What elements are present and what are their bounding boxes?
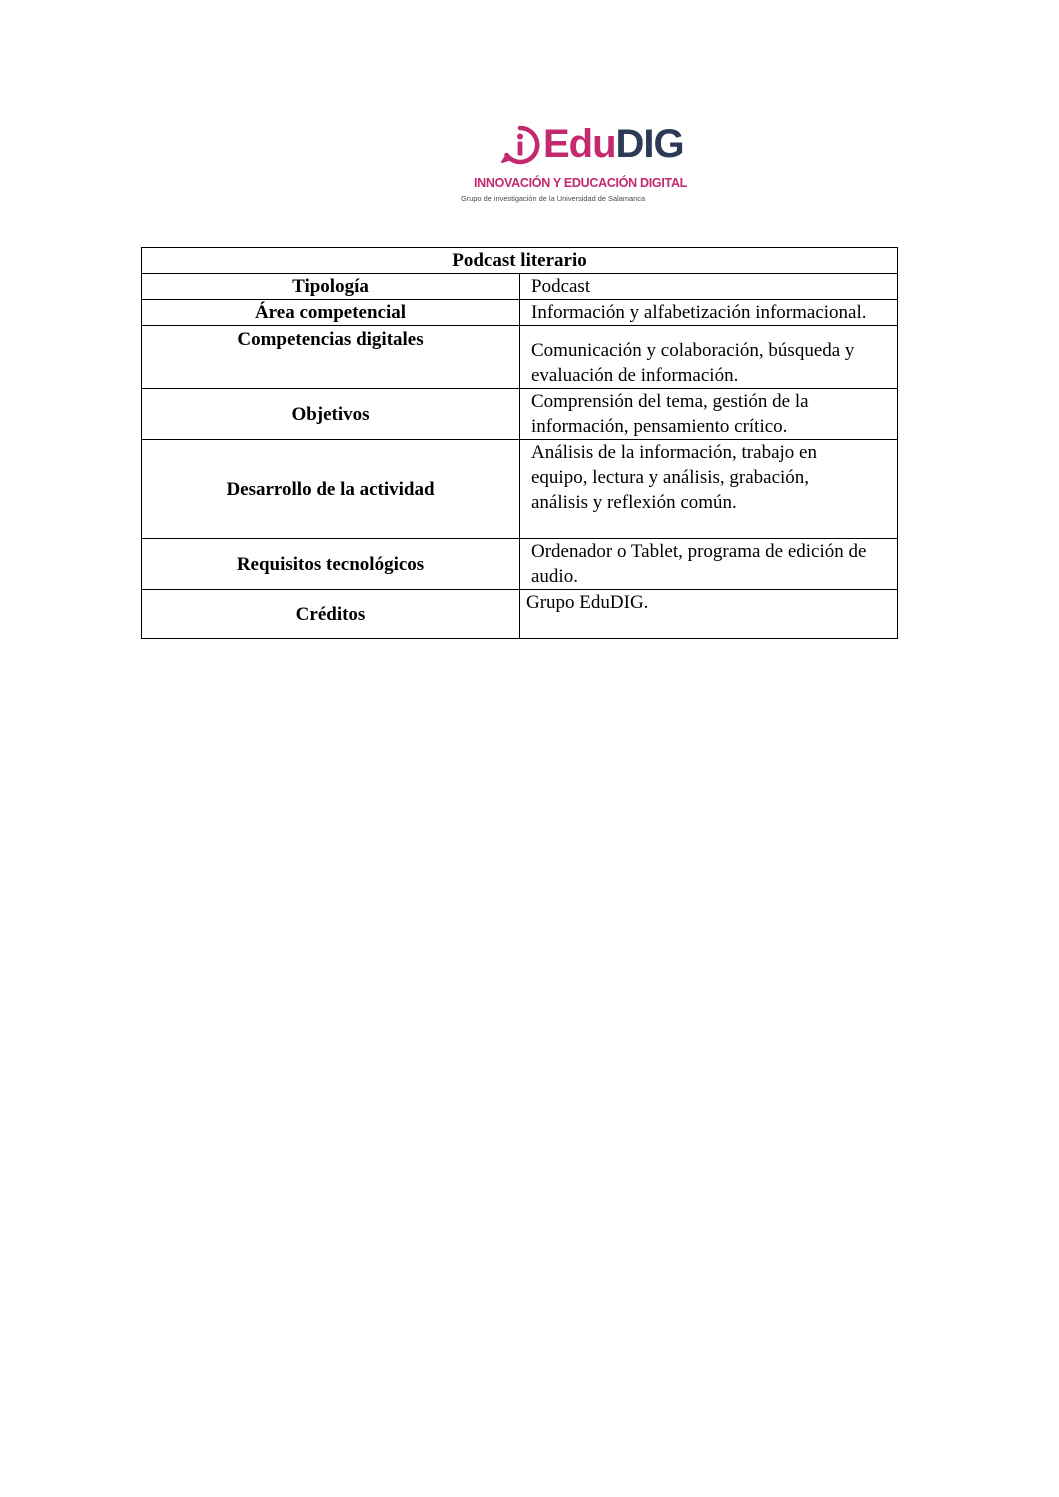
logo-word-edu: Edu	[543, 122, 616, 166]
edudig-info-icon	[500, 125, 540, 165]
row-value-area-competencial: Información y alfabetización informacional.	[520, 300, 898, 326]
row-label-requisitos-tecnologicos: Requisitos tecnológicos	[142, 539, 520, 590]
table-row	[142, 539, 898, 590]
row-label-area-competencial: Área competencial	[142, 300, 520, 326]
table-title-row	[142, 248, 898, 274]
table-row	[142, 389, 898, 440]
row-value-objetivos: Comprensión del tema, gestión de la información, pensamiento crítico.	[520, 389, 898, 440]
logo-subtitle: Grupo de investigación de la Universidad de Salamanca	[461, 194, 646, 203]
logo-tagline: INNOVACIÓN Y EDUCACIÓN DIGITAL	[474, 176, 688, 190]
table-row	[142, 440, 898, 539]
row-value-creditos: Grupo EduDIG.	[520, 590, 898, 639]
row-value-requisitos-tecnologicos: Ordenador o Tablet, programa de edición de audio.	[520, 539, 898, 590]
row-label-creditos: Créditos	[142, 590, 520, 639]
edudig-logo	[458, 122, 688, 208]
row-label-competencias-digitales: Competencias digitales	[142, 326, 520, 389]
table-row	[142, 326, 898, 389]
row-value-tipologia: Podcast	[520, 274, 898, 300]
table-title: Podcast literario	[142, 248, 898, 274]
logo-word-dig: DIG	[615, 122, 684, 166]
row-value-competencias-digitales: Comunicación y colaboración, búsqueda y evaluación de información.	[520, 326, 898, 389]
row-label-desarrollo-actividad: Desarrollo de la actividad	[142, 440, 520, 539]
row-label-tipologia: Tipología	[142, 274, 520, 300]
logo-wordmark	[543, 120, 684, 168]
activity-card-table	[141, 247, 898, 639]
table-row	[142, 590, 898, 639]
table-row	[142, 300, 898, 326]
row-value-desarrollo-actividad: Análisis de la información, trabajo en equipo, lectura y análisis, grabación, análisis y reflexión común.	[520, 440, 898, 539]
table-row	[142, 274, 898, 300]
row-label-objetivos: Objetivos	[142, 389, 520, 440]
